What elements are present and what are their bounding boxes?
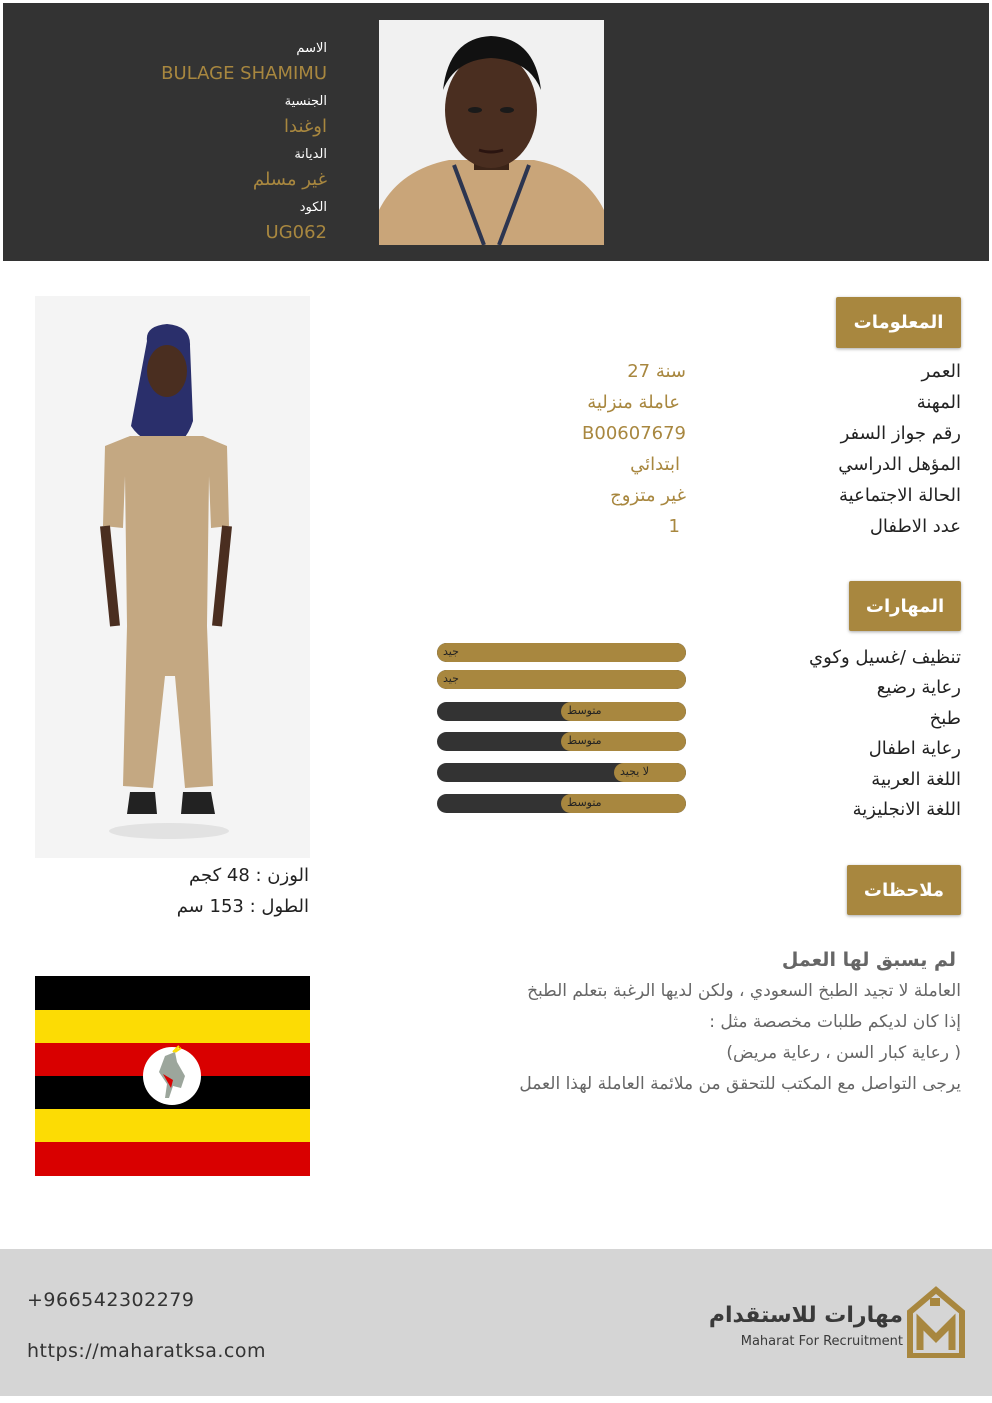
skill-level-text: جيد [443,672,459,685]
skill-level-text: متوسط [567,796,602,809]
children-label: عدد الاطفال [869,516,961,537]
age-label: العمر [921,361,961,382]
skill-bar [437,670,686,689]
children-value: 1 [668,516,680,537]
skill-level-text: جيد [443,645,459,658]
skill-label-infant-care: رعاية رضيع [876,677,961,698]
skill-label-childcare: رعاية اطفال [868,738,961,759]
nationality-value: اوغندا [284,116,327,137]
weight-text: الوزن : 48 كجم [189,865,309,886]
website-link[interactable]: https://maharatksa.com [27,1340,267,1362]
notes-headline: لم يسبق لها العمل [781,949,956,971]
age-value: 27 سنة [627,361,686,382]
full-body-photo [35,296,310,858]
education-value: ابتدائي [630,454,680,475]
profession-label: المهنة [916,392,961,413]
code-value: UG062 [265,222,327,243]
skill-bar-fill [437,670,686,689]
profession-value: عاملة منزلية [587,392,680,413]
skill-label-cleaning: تنظيف /غسيل وكوي [809,647,961,668]
logo-english-text: Maharat For Recruitment [740,1334,903,1349]
religion-value: غير مسلم [252,169,327,190]
skill-level-text: متوسط [567,734,602,747]
logo-arabic-text: مهارات للاستقدام [708,1303,903,1328]
name-label: الاسم [296,41,327,56]
nationality-label: الجنسية [284,94,327,109]
name-value: BULAGE SHAMIMU [161,63,327,84]
notes-line: ( رعاية كبار السن ، رعاية مريض) [726,1043,961,1063]
code-label: الكود [299,200,327,215]
skill-bar [437,643,686,662]
religion-label: الديانة [294,147,327,162]
notes-section-title: ملاحظات [847,865,961,915]
skill-label-cooking: طبخ [929,708,961,729]
skill-bar-fill [437,643,686,662]
info-section-title: المعلومات [836,297,961,348]
skill-bar [437,702,686,721]
headshot-photo [379,20,604,245]
skill-bar [437,763,686,782]
education-label: المؤهل الدراسي [838,454,961,475]
skill-label-arabic: اللغة العربية [871,769,961,790]
passport-label: رقم جواز السفر [840,423,961,444]
notes-line: العاملة لا تجيد الطبخ السعودي ، ولكن لديها الرغبة بتعلم الطبخ [527,981,961,1001]
notes-line: إذا كان لديكم طلبات مخصصة مثل : [709,1012,961,1032]
phone-number[interactable]: +966542302279 [27,1289,195,1311]
marital-status-value: غير متزوج [610,485,686,506]
notes-line: يرجى التواصل مع المكتب للتحقق من ملائمة العاملة لهذا العمل [519,1074,961,1094]
skill-bar [437,732,686,751]
marital-status-label: الحالة الاجتماعية [839,485,961,506]
skill-level-text: لا يجيد [620,765,650,778]
maharat-logo-icon [906,1286,966,1358]
uganda-flag-image [35,976,310,1176]
skill-label-english: اللغة الانجليزية [852,799,961,820]
passport-value: B00607679 [582,423,686,444]
skill-bar [437,794,686,813]
height-text: الطول : 153 سم [176,896,309,917]
skill-level-text: متوسط [567,704,602,717]
skills-section-title: المهارات [849,581,961,631]
